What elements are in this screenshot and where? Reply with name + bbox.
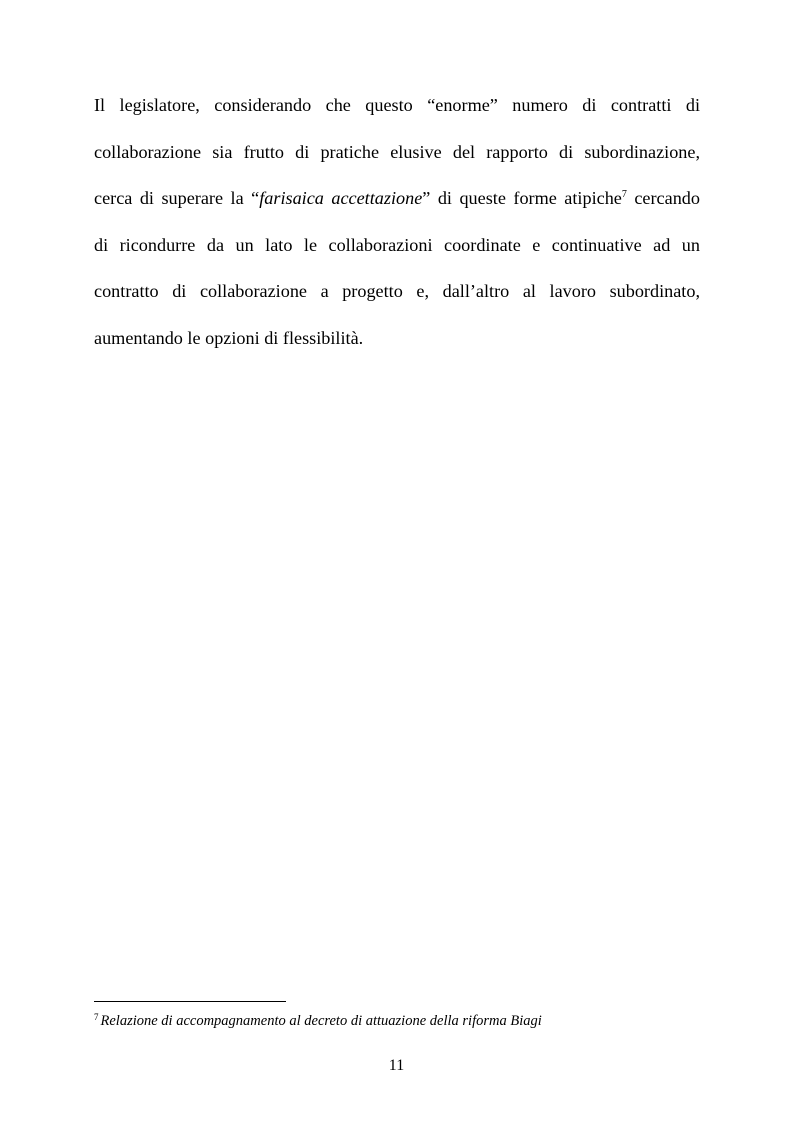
footnote-marker: 7 — [94, 1012, 99, 1022]
footnote-separator — [94, 1001, 286, 1002]
paragraph-line-3 — [94, 175, 700, 222]
body-paragraph — [94, 82, 700, 361]
line3-text-middle: ” di queste forme atipiche — [422, 188, 622, 208]
line3-text-after: cercando — [626, 188, 700, 208]
italic-phrase: farisaica accettazione — [259, 188, 423, 208]
line3-text-before: cerca di superare la “ — [94, 188, 260, 208]
paragraph-line-4: di ricondurre da un lato le collaborazioni coordinate e continuative ad un — [94, 234, 700, 255]
page-number: 11 — [388, 1057, 405, 1074]
footnote-text: Relazione di accompagnamento al decreto di attuazione della riforma Biagi — [100, 1013, 542, 1029]
paragraph-line-6: aumentando le opzioni di flessibilità. — [94, 327, 364, 348]
footnote — [94, 1012, 542, 1030]
paragraph-line-2: collaborazione sia frutto di pratiche elusive del rapporto di subordinazione, — [94, 141, 700, 162]
paragraph-line-1: Il legislatore, considerando che questo “enorme” numero di contratti di — [94, 95, 700, 115]
paragraph-line-5: contratto di collaborazione a progetto e, dall’altro al lavoro subordinato, — [94, 281, 700, 301]
footnote-reference[interactable]: 7 — [621, 189, 627, 200]
